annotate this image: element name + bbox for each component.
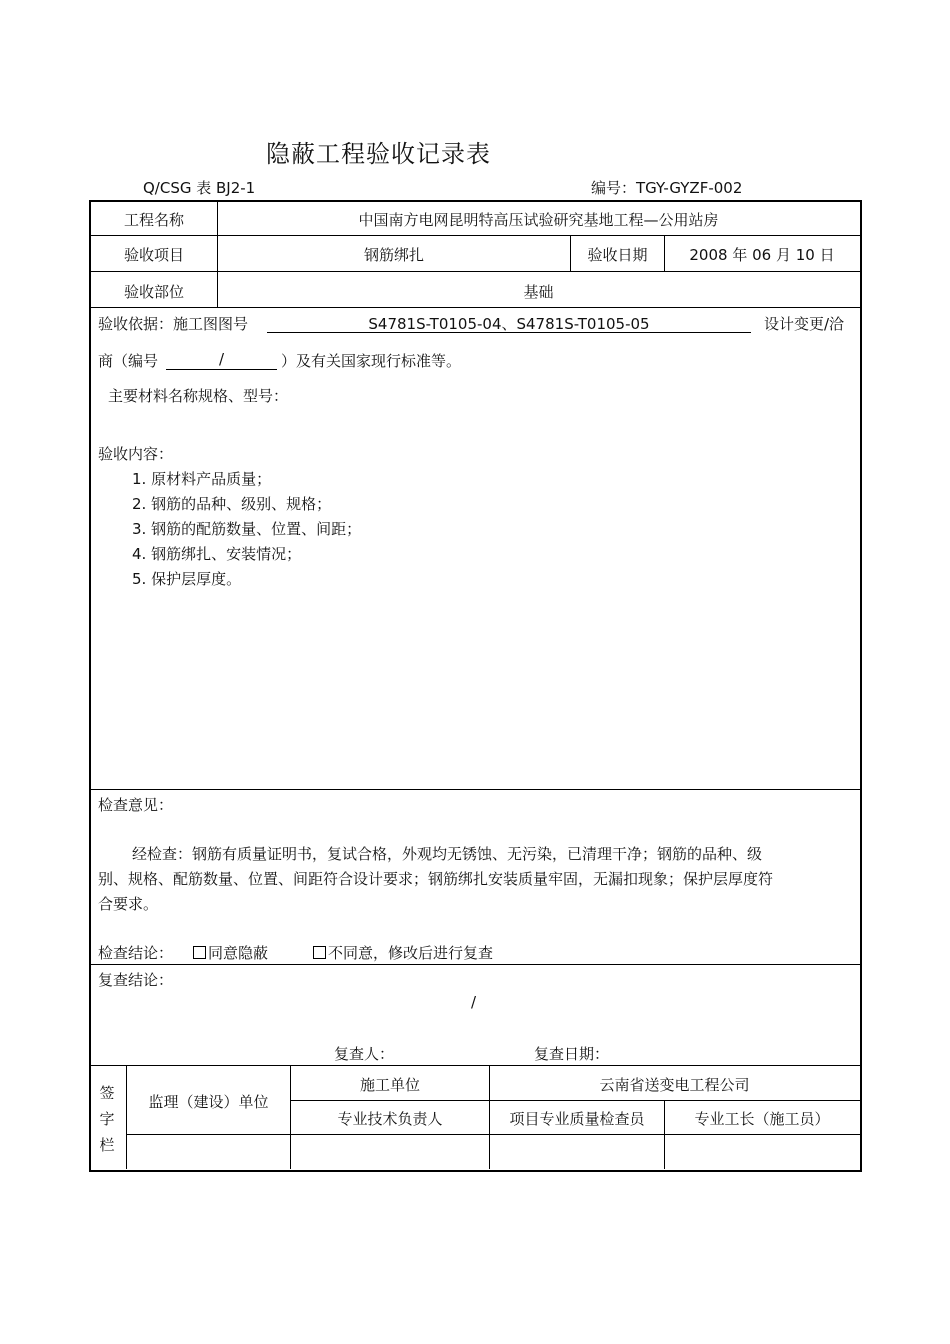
content-item: 5. 保护层厚度。 — [132, 570, 242, 588]
signature-cell-quality-inspector[interactable] — [490, 1135, 664, 1168]
signature-side-label — [92, 1080, 122, 1158]
agree-option[interactable] — [193, 942, 268, 963]
row-divider — [90, 271, 860, 272]
project-name-label: 工程名称 — [123, 211, 184, 229]
basis-suffix: ）及有关国家现行标准等。 — [281, 352, 462, 370]
review-date-label: 复查日期： — [534, 1045, 610, 1063]
form-code: Q/CSG 表 BJ2-1 — [143, 179, 256, 197]
agree-option-label: 同意隐蔽 — [208, 944, 269, 962]
inspection-text-line: 别、规格、配筋数量、位置、间距符合设计要求；钢筋绑扎安装质量牢固，无漏扣现象；保护层厚度符 — [98, 870, 774, 888]
content-item: 4. 钢筋绑扎、安装情况； — [132, 545, 302, 563]
agree-checkbox[interactable] — [193, 946, 206, 959]
inspection-label: 检查意见： — [98, 796, 174, 814]
content-item: 3. 钢筋的配筋数量、位置、间距； — [132, 520, 362, 538]
materials-label: 主要材料名称规格、型号： — [108, 387, 289, 405]
row-divider — [90, 789, 860, 790]
drawing-numbers: S4781S-T0105-04、S4781S-T0105-05 — [267, 313, 751, 333]
side-char: 字 — [99, 1110, 115, 1128]
row-divider — [90, 964, 860, 965]
side-char: 签 — [99, 1084, 115, 1102]
content-label: 验收内容： — [98, 445, 174, 463]
side-char: 栏 — [99, 1136, 115, 1154]
signature-cell-foreman[interactable] — [665, 1135, 859, 1168]
row-divider — [90, 235, 860, 236]
content-item: 1. 原材料产品质量； — [132, 470, 272, 488]
construction-unit-label: 施工单位 — [359, 1076, 420, 1094]
design-change-text: 设计变更/洽 — [764, 315, 845, 333]
part-label: 验收部位 — [123, 283, 184, 301]
quality-inspector-label: 项目专业质量检查员 — [509, 1110, 645, 1128]
inspection-text-line: 合要求。 — [98, 895, 159, 913]
row-divider — [90, 1065, 860, 1066]
review-label: 复查结论： — [98, 971, 174, 989]
change-number: / — [166, 350, 277, 370]
row-divider — [290, 1100, 860, 1101]
foreman-label: 专业工长（施工员） — [694, 1110, 830, 1128]
date-label: 验收日期 — [587, 246, 648, 264]
form-table — [89, 200, 862, 1172]
part-value: 基础 — [523, 283, 554, 301]
content-item: 2. 钢筋的品种、级别、规格； — [132, 495, 332, 513]
conclusion-label: 检查结论： — [98, 944, 174, 962]
inspection-text-line: 经检查：钢筋有质量证明书，复试合格，外观均无锈蚀、无污染，已清理干净；钢筋的品种、级 — [132, 845, 763, 863]
date-value: 2008 年 06 月 10 日 — [689, 246, 835, 264]
construction-unit-value: 云南省送变电工程公司 — [599, 1076, 750, 1094]
disagree-option[interactable] — [313, 942, 493, 963]
supervision-unit-label: 监理（建设）单位 — [148, 1093, 269, 1111]
basis-prefix: 验收依据：施工图图号 — [98, 315, 249, 333]
disagree-checkbox[interactable] — [313, 946, 326, 959]
item-value: 钢筋绑扎 — [363, 246, 424, 264]
item-label: 验收项目 — [123, 246, 184, 264]
document-title: 隐蔽工程验收记录表 — [266, 140, 491, 168]
disagree-option-label: 不同意，修改后进行复查 — [328, 944, 494, 962]
tech-lead-label: 专业技术负责人 — [337, 1110, 443, 1128]
design-change-text-2: 商（编号 — [98, 352, 159, 370]
project-name-value: 中国南方电网昆明特高压试验研究基地工程—公用站房 — [358, 211, 719, 229]
reviewer-label: 复查人： — [334, 1045, 395, 1063]
row-divider — [90, 307, 860, 308]
signature-cell-supervision[interactable] — [127, 1135, 290, 1168]
review-value: / — [471, 993, 477, 1011]
serial-number: 编号：TGY-GYZF-002 — [591, 179, 743, 197]
signature-cell-tech-lead[interactable] — [291, 1135, 489, 1168]
